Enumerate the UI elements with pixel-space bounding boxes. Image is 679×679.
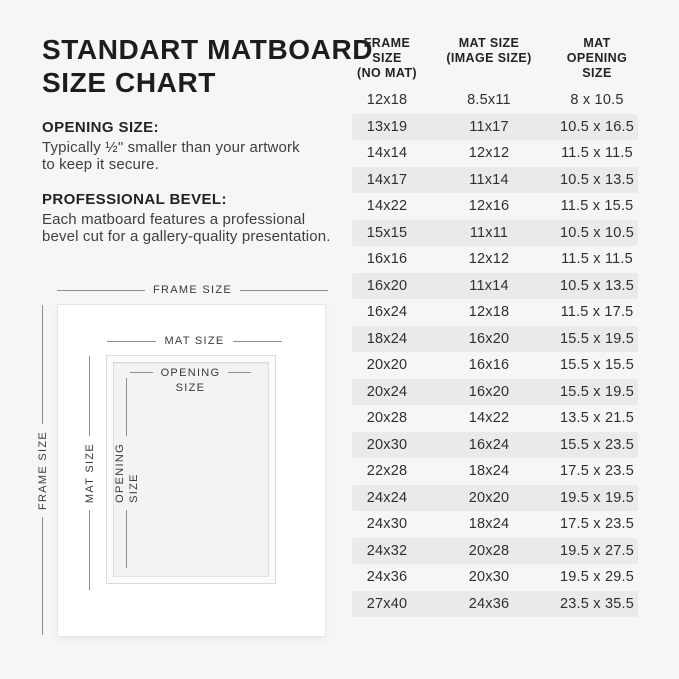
table-cell: 24x30 <box>366 516 408 532</box>
table-cell: 20x20 <box>366 357 408 373</box>
frame-size-top-text: FRAME SIZE <box>153 284 233 296</box>
column-header-mat-opening: MAT OPENING SIZE <box>566 36 628 80</box>
table-cell: 18x24 <box>468 463 510 479</box>
table-cell: 12x12 <box>468 251 510 267</box>
opening-size-section <box>42 119 347 173</box>
table-cell: 17.5 x 23.5 <box>560 463 634 479</box>
frame-size-side-label <box>36 305 49 635</box>
table-cell: 19.5 x 27.5 <box>560 542 634 559</box>
size-table-header <box>352 36 638 81</box>
table-cell: 19.5 x 29.5 <box>560 569 634 585</box>
table-row <box>352 114 638 141</box>
table-cell: 24x24 <box>366 489 408 506</box>
table-cell: 13x19 <box>366 118 408 135</box>
professional-bevel-section <box>42 191 347 245</box>
mat-size-side-text: MAT SIZE <box>83 442 96 504</box>
table-row <box>352 193 638 220</box>
table-cell: 10.5 x 10.5 <box>560 224 634 241</box>
table-cell: 10.5 x 13.5 <box>560 277 634 294</box>
opening-size-body: Typically ½" smaller than your artwork to keep it secure. <box>42 139 300 173</box>
table-cell: 16x20 <box>468 330 510 347</box>
table-cell: 12x18 <box>366 92 408 108</box>
table-cell: 16x24 <box>468 436 510 453</box>
dimension-line <box>42 517 43 636</box>
table-cell: 10.5 x 16.5 <box>560 118 634 135</box>
table-cell: 12x16 <box>468 198 510 214</box>
table-row <box>352 246 638 273</box>
dimension-line <box>89 356 90 436</box>
table-cell: 16x20 <box>366 277 408 294</box>
table-cell: 12x12 <box>468 145 510 161</box>
table-cell: 14x14 <box>366 145 408 161</box>
table-cell: 17.5 x 23.5 <box>560 516 634 532</box>
dimension-line <box>130 372 153 373</box>
table-cell: 16x16 <box>468 357 510 373</box>
table-row <box>352 591 638 618</box>
opening-size-top-text: OPENING SIZE <box>160 367 221 394</box>
table-cell: 20x28 <box>468 542 510 559</box>
table-cell: 8 x 10.5 <box>570 92 624 108</box>
frame-size-top-label <box>57 284 328 296</box>
table-cell: 20x30 <box>366 436 408 453</box>
table-row <box>352 511 638 538</box>
table-cell: 27x40 <box>366 595 408 612</box>
table-cell: 11x11 <box>469 224 509 241</box>
table-row <box>352 273 638 300</box>
table-row <box>352 485 638 512</box>
table-cell: 14x22 <box>366 198 408 214</box>
table-cell: 20x28 <box>366 410 408 426</box>
table-row <box>352 87 638 114</box>
dimension-line <box>57 290 145 291</box>
table-cell: 10.5 x 13.5 <box>560 171 634 188</box>
table-cell: 13.5 x 21.5 <box>560 410 634 426</box>
table-cell: 24x32 <box>366 542 408 559</box>
mat-size-side-label <box>83 356 96 590</box>
page-title-line1: STANDART MATBOARD <box>42 34 374 65</box>
table-cell: 11x14 <box>469 277 509 294</box>
table-cell: 24x36 <box>468 595 510 612</box>
table-cell: 24x36 <box>366 569 408 585</box>
table-cell: 18x24 <box>468 516 510 532</box>
table-row <box>352 299 638 326</box>
table-cell: 11x14 <box>469 171 509 188</box>
table-cell: 11x17 <box>469 118 509 135</box>
table-row <box>352 538 638 565</box>
table-cell: 20x24 <box>366 383 408 400</box>
table-cell: 11.5 x 17.5 <box>560 304 634 320</box>
table-cell: 20x30 <box>468 569 510 585</box>
table-row <box>352 140 638 167</box>
dimension-line <box>233 341 282 342</box>
table-cell: 22x28 <box>366 463 408 479</box>
table-cell: 8.5x11 <box>467 92 511 108</box>
table-row <box>352 167 638 194</box>
mat-size-top-text: MAT SIZE <box>164 335 225 347</box>
table-cell: 11.5 x 11.5 <box>561 145 633 161</box>
table-cell: 11.5 x 11.5 <box>561 251 633 267</box>
table-cell: 16x24 <box>366 304 408 320</box>
dimension-line <box>240 290 328 291</box>
table-cell: 14x22 <box>468 410 510 426</box>
dimension-line <box>228 372 251 373</box>
table-cell: 15x15 <box>366 224 408 241</box>
table-row <box>352 352 638 379</box>
table-cell: 14x17 <box>366 171 408 188</box>
column-header-frame-size: FRAME SIZE (NO MAT) <box>357 36 417 80</box>
table-row <box>352 564 638 591</box>
opening-size-heading: OPENING SIZE: <box>42 119 159 136</box>
table-cell: 18x24 <box>366 330 408 347</box>
table-cell: 11.5 x 15.5 <box>560 198 634 214</box>
table-cell: 15.5 x 23.5 <box>560 436 634 453</box>
dimension-line <box>126 510 127 568</box>
opening-size-top-label <box>130 366 251 396</box>
table-cell: 15.5 x 19.5 <box>560 383 634 400</box>
mat-size-top-label <box>107 335 282 347</box>
page-title <box>42 33 373 99</box>
opening-size-side-text: OPENING SIZE <box>113 443 140 503</box>
table-row <box>352 220 638 247</box>
table-cell: 16x16 <box>366 251 408 267</box>
table-row <box>352 379 638 406</box>
table-cell: 15.5 x 19.5 <box>560 330 634 347</box>
frame-size-side-text: FRAME SIZE <box>36 430 49 510</box>
table-row <box>352 432 638 459</box>
table-cell: 16x20 <box>468 383 510 400</box>
table-row <box>352 326 638 353</box>
dimension-line <box>126 378 127 436</box>
dimension-line <box>42 305 43 424</box>
dimension-line <box>89 510 90 590</box>
size-table-body <box>352 87 638 617</box>
table-cell: 19.5 x 19.5 <box>560 489 634 506</box>
table-cell: 20x20 <box>468 489 510 506</box>
column-header-mat-size: MAT SIZE (IMAGE SIZE) <box>446 36 532 65</box>
professional-bevel-body: Each matboard features a professional bevel cut for a gallery-quality presentation. <box>42 211 331 245</box>
table-cell: 15.5 x 15.5 <box>560 357 634 373</box>
opening-size-side-label <box>112 378 141 568</box>
page-title-line2: SIZE CHART <box>42 67 216 98</box>
professional-bevel-heading: PROFESSIONAL BEVEL: <box>42 191 227 208</box>
table-cell: 12x18 <box>468 304 510 320</box>
table-row <box>352 458 638 485</box>
table-cell: 23.5 x 35.5 <box>560 595 634 612</box>
dimension-line <box>107 341 156 342</box>
table-row <box>352 405 638 432</box>
